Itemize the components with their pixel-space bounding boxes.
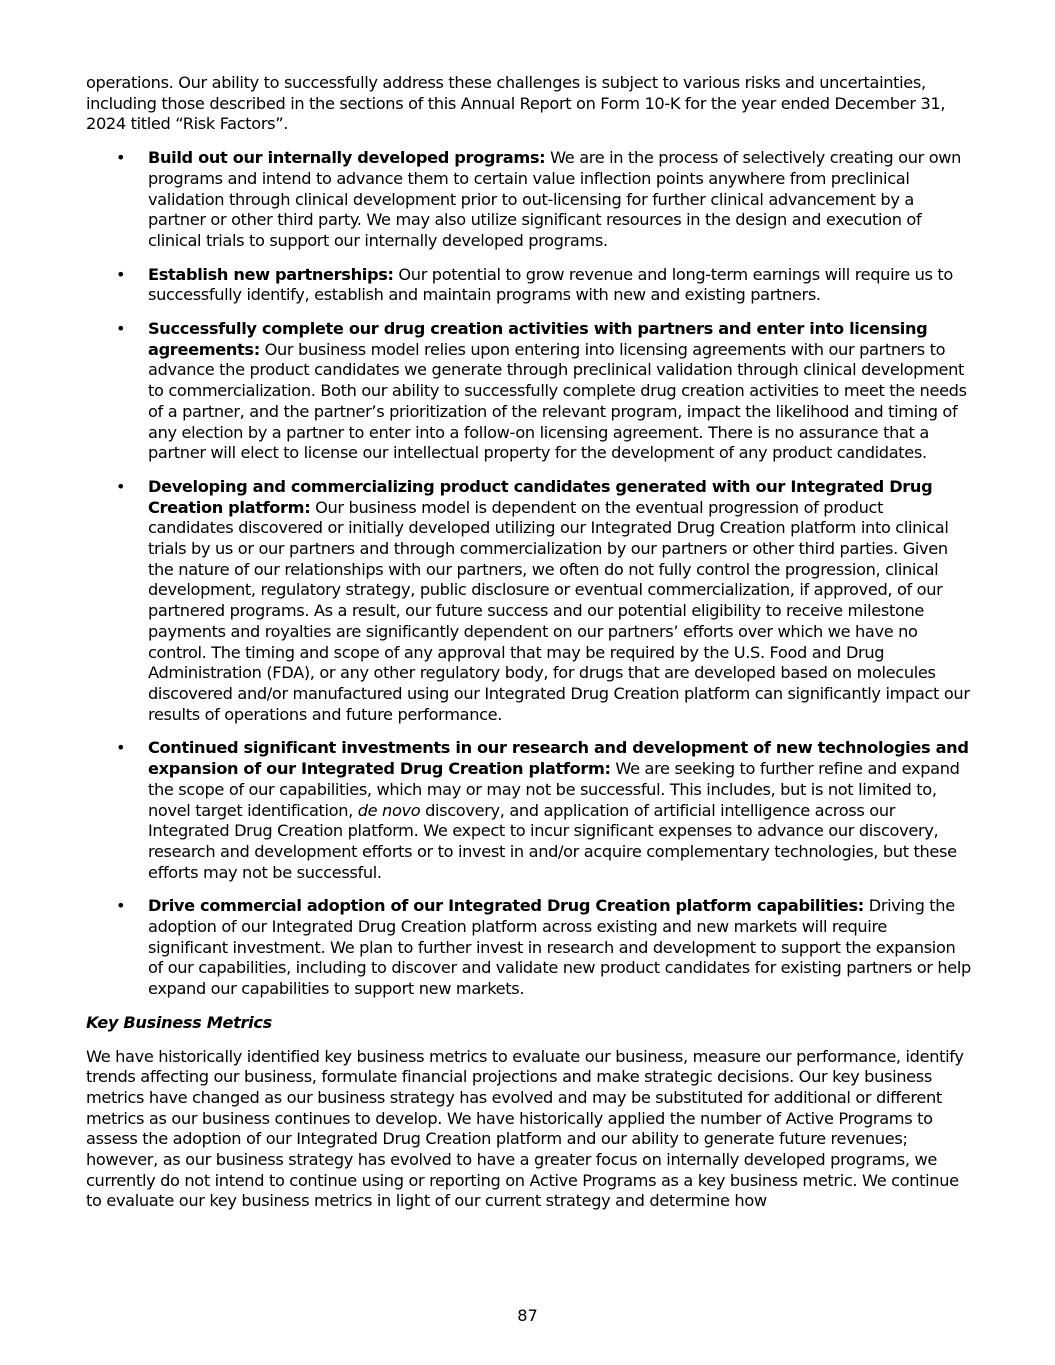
bullet-text: discovery, and application of artificial intelligence across our Integrated Drug Creation platform. We expect to incur significant expenses to advance our discovery, research and development efforts or to invest in and/or acquire complementary technologies, but these efforts may not be successful.	[148, 800, 957, 882]
bullet-text: We are in the process of selectively creating our own programs and intend to advance them to certain value inflection points anywhere from preclinical validation through clinical development prior to out-licensing for further clinical advancement by a partner or other third party. We may also utilize significant resources in the design and execution of clinical trials to support our internally developed programs.	[148, 148, 962, 250]
section-body-paragraph: We have historically identified key business metrics to evaluate our business, measure our performance, identify trends affecting our business, formulate financial projections and make strategic decisions. Our key business metrics have changed as our business strategy has evolved and may be substituted for additional or different metrics as our business continues to develop. We have historically applied the number of Active Programs to assess the adoption of our Integrated Drug Creation platform and our ability to generate future revenues; however, as our business strategy has evolved to have a greater focus on internally developed programs, we currently do not intend to continue using or reporting on Active Programs as a key business metric. We continue to evaluate our key business metrics in light of our current strategy and determine how	[86, 1046, 964, 1211]
bullet-list	[86, 148, 971, 1000]
list-item	[86, 265, 971, 306]
bullet-marker: •	[116, 738, 126, 758]
list-item	[86, 148, 971, 252]
bullet-marker: •	[116, 896, 126, 916]
bullet-title: Establish new partnerships:	[148, 264, 394, 284]
list-item	[86, 738, 971, 883]
intro-paragraph: operations. Our ability to successfully address these challenges is subject to various risks and uncertainties, including those described in the sections of this Annual Report on Form 10-K for the year ended December 31, 2024 titled “Risk Factors”.	[86, 73, 946, 134]
bullet-title: Successfully complete our drug creation activities with partners and enter into licensing agreements:	[148, 319, 928, 359]
bullet-text: Our business model is dependent on the eventual progression of product candidates discovered or initially developed utilizing our Integrated Drug Creation platform into clinical trials by us or our partners and through commercialization by our partners or other third parties. Given the nature of our relationships with our partners, we often do not fully control the progression, clinical development, regulatory strategy, public disclosure or eventual commercialization, if approved, of our partnered programs. As a result, our future success and our potential eligibility to receive milestone payments and royalties are significantly dependent on our partners’ efforts over which we have no control. The timing and scope of any approval that may be required by the U.S. Food and Drug Administration (FDA), or any other regulatory body, for drugs that are developed based on molecules discovered and/or manufactured using our Integrated Drug Creation platform can significantly impact our results of operations and future performance.	[148, 497, 970, 724]
bullet-text: Our business model relies upon entering into licensing agreements with our partners to advance the product candidates we generate through preclinical validation through clinical development to commercialization. Both our ability to successfully complete drug creation activities to meet the needs of a partner, and the partner’s prioritization of the relevant program, impact the likelihood and timing of any election by a partner to enter into a follow-on licensing agreement. There is no assurance that a partner will elect to license our intellectual property for the development of any product candidates.	[148, 339, 967, 463]
bullet-title: Build out our internally developed programs:	[148, 148, 546, 168]
bullet-text: We are seeking to further refine and expand the scope of our capabilities, which may or may not be successful. This includes, but is not limited to, novel target identification,	[148, 759, 960, 820]
bullet-marker: •	[116, 319, 126, 339]
bullet-marker: •	[116, 264, 126, 284]
bullet-text: Our potential to grow revenue and long-term earnings will require us to successfully identify, establish and maintain programs with new and existing partners.	[148, 264, 953, 305]
bullet-text: Driving the adoption of our Integrated Drug Creation platform across existing and new markets will require significant investment. We plan to further invest in research and development to support the expansion of our capabilities, including to discover and validate new product candidates for existing partners or help expand our capabilities to support new markets.	[148, 896, 971, 999]
list-item	[86, 477, 971, 725]
bullet-marker: •	[116, 148, 126, 168]
bullet-italic-text: de novo	[357, 800, 421, 820]
list-item	[86, 896, 971, 1000]
section-heading: Key Business Metrics	[86, 1012, 272, 1032]
bullet-marker: •	[116, 476, 126, 496]
page-number: 87	[517, 1306, 538, 1325]
document-page	[86, 73, 971, 1212]
list-item	[86, 319, 971, 464]
bullet-title: Drive commercial adoption of our Integrated Drug Creation platform capabilities:	[148, 896, 864, 916]
bullet-title: Continued significant investments in our research and development of new technologies and expansion of our Integrated Drug Creation platform:	[148, 738, 969, 779]
bullet-title: Developing and commercializing product candidates generated with our Integrated Drug Creation platform:	[148, 476, 933, 517]
